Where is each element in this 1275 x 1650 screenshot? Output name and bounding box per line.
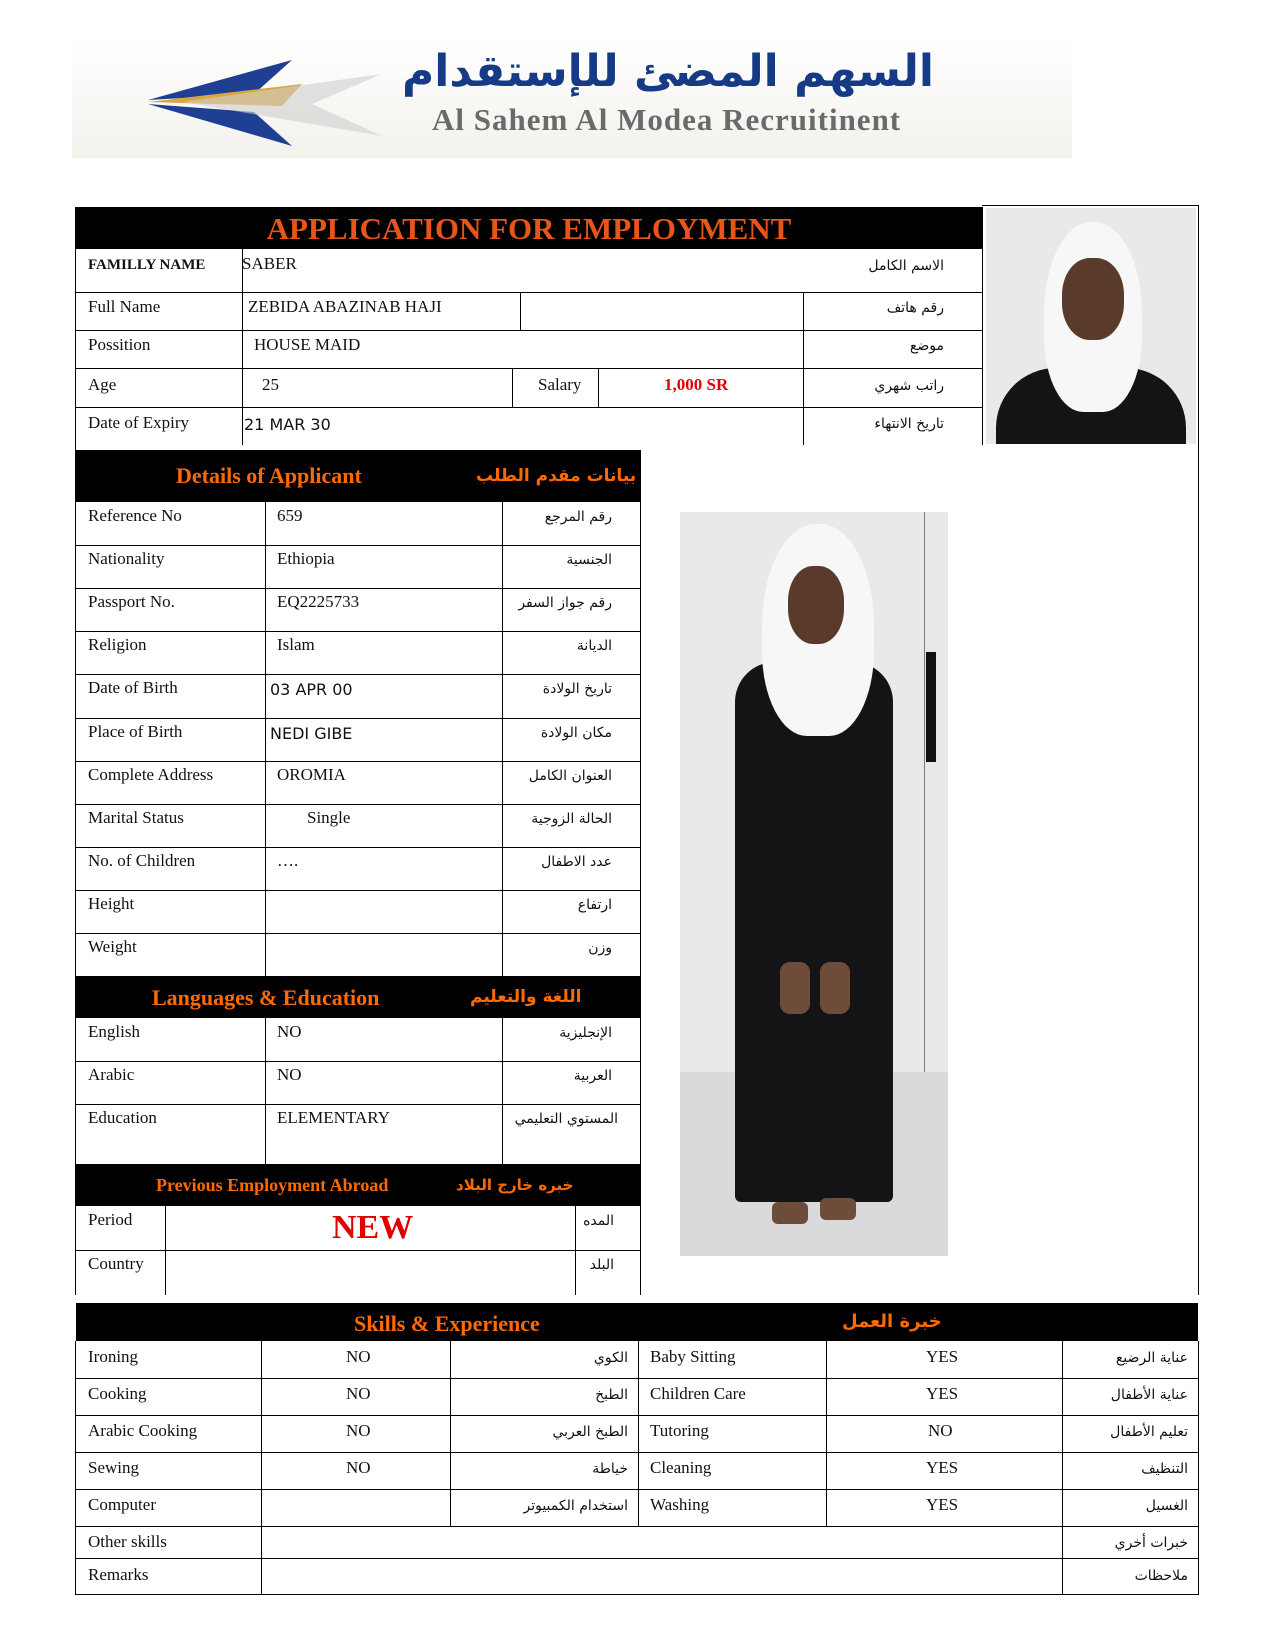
skill-tutoring-value: NO bbox=[928, 1421, 953, 1440]
logo-english-text: Al Sahem Al Modea Recruitinent bbox=[432, 102, 902, 137]
religion-arabic: الديانة bbox=[576, 638, 612, 654]
address-arabic: العنوان الكامل bbox=[528, 768, 612, 784]
languages-title-arabic: اللغة والتعليم bbox=[470, 987, 582, 1007]
family-name-value: SABER bbox=[242, 254, 297, 273]
skill-arabic-cooking-arabic: الطبخ العربي bbox=[552, 1424, 628, 1440]
previous-employment-title-arabic: خبره خارج البلاد bbox=[456, 1176, 574, 1194]
religion-value: Islam bbox=[277, 635, 315, 654]
skill-cooking-label: Cooking bbox=[88, 1384, 147, 1403]
other-skills-label: Other skills bbox=[88, 1532, 167, 1551]
languages-band bbox=[76, 976, 641, 1018]
arabic-value: NO bbox=[277, 1065, 302, 1084]
skill-cooking-arabic: الطبخ bbox=[595, 1387, 628, 1403]
nationality-value: Ethiopia bbox=[277, 549, 335, 568]
position-arabic: موضع bbox=[909, 338, 944, 354]
period-value-new: NEW bbox=[332, 1209, 414, 1246]
pob-label: Place of Birth bbox=[88, 722, 183, 741]
reference-no-arabic: رقم المرجع bbox=[544, 509, 612, 525]
position-label: Possition bbox=[88, 335, 151, 354]
country-label: Country bbox=[88, 1254, 144, 1273]
position-value: HOUSE MAID bbox=[254, 335, 361, 354]
previous-employment-band bbox=[76, 1164, 641, 1206]
nationality-arabic: الجنسية bbox=[566, 552, 612, 568]
skill-arabic-cooking-value: NO bbox=[346, 1421, 371, 1440]
page-title: APPLICATION FOR EMPLOYMENT bbox=[266, 211, 792, 246]
dob-arabic: تاريخ الولادة bbox=[542, 681, 612, 697]
remarks-arabic: ملاحظات bbox=[1134, 1568, 1188, 1584]
passport-label: Passport No. bbox=[88, 592, 175, 611]
family-name-arabic: الاسم الكامل bbox=[868, 258, 944, 274]
reference-no-value: 659 bbox=[277, 506, 303, 525]
marital-arabic: الحالة الزوجية bbox=[531, 811, 612, 827]
education-arabic: المستوي التعليمي bbox=[514, 1111, 618, 1127]
expiry-label: Date of Expiry bbox=[88, 413, 190, 432]
skill-children-care-value: YES bbox=[926, 1384, 959, 1403]
passport-value: EQ2225733 bbox=[277, 592, 360, 611]
skill-cleaning-value: YES bbox=[926, 1458, 959, 1477]
skill-computer-arabic: استخدام الكمبيوتر bbox=[523, 1498, 628, 1514]
applicant-portrait-photo bbox=[986, 208, 1196, 444]
skill-computer-label: Computer bbox=[88, 1495, 156, 1514]
children-value: …. bbox=[277, 851, 299, 870]
skill-tutoring-label: Tutoring bbox=[650, 1421, 709, 1440]
address-label: Complete Address bbox=[88, 765, 214, 784]
skill-sewing-label: Sewing bbox=[88, 1458, 139, 1477]
english-label: English bbox=[88, 1022, 140, 1041]
skill-cleaning-arabic: التنظيف bbox=[1141, 1461, 1188, 1477]
skill-ironing-arabic: الكوي bbox=[593, 1350, 628, 1366]
pob-arabic: مكان الولادة bbox=[540, 725, 612, 741]
reference-no-label: Reference No bbox=[88, 506, 182, 525]
marital-label: Marital Status bbox=[88, 808, 184, 827]
skill-baby-sitting-value: YES bbox=[926, 1347, 959, 1366]
education-label: Education bbox=[88, 1108, 157, 1127]
dob-label: Date of Birth bbox=[88, 678, 178, 697]
children-arabic: عدد الاطفال bbox=[541, 854, 612, 870]
languages-title: Languages & Education bbox=[152, 985, 380, 1010]
remarks-label: Remarks bbox=[88, 1565, 149, 1584]
english-arabic: الإنجليزية bbox=[559, 1025, 612, 1041]
salary-value: 1,000 SR bbox=[664, 375, 729, 394]
other-skills-arabic: خبرات أخري bbox=[1114, 1535, 1188, 1551]
skill-ironing-value: NO bbox=[346, 1347, 371, 1366]
skills-title-arabic: خبرة العمل bbox=[842, 1311, 942, 1332]
skill-cooking-value: NO bbox=[346, 1384, 371, 1403]
skill-washing-arabic: الغسيل bbox=[1145, 1498, 1188, 1514]
period-label: Period bbox=[88, 1210, 133, 1229]
previous-employment-title: Previous Employment Abroad bbox=[156, 1175, 389, 1195]
skill-sewing-value: NO bbox=[346, 1458, 371, 1477]
pob-value: NEDI GIBE bbox=[270, 724, 353, 743]
passport-arabic: رقم جواز السفر bbox=[518, 595, 612, 611]
skills-title: Skills & Experience bbox=[354, 1311, 540, 1336]
expiry-value: 21 MAR 30 bbox=[244, 415, 331, 434]
english-value: NO bbox=[277, 1022, 302, 1041]
skill-sewing-arabic: خياطة bbox=[592, 1461, 628, 1477]
skill-children-care-arabic: عناية الأطفال bbox=[1110, 1387, 1188, 1403]
country-arabic: البلد bbox=[589, 1257, 614, 1273]
skill-tutoring-arabic: تعليم الأطفال bbox=[1110, 1424, 1188, 1440]
full-name-label: Full Name bbox=[88, 297, 161, 316]
salary-label: Salary bbox=[538, 375, 582, 394]
skill-washing-value: YES bbox=[926, 1495, 959, 1514]
arrow-logo-icon bbox=[142, 54, 382, 150]
details-band bbox=[76, 450, 641, 502]
title-band bbox=[76, 207, 982, 249]
details-title: Details of Applicant bbox=[176, 463, 362, 488]
period-arabic: المده bbox=[583, 1213, 614, 1229]
skill-children-care-label: Children Care bbox=[650, 1384, 746, 1403]
dob-value: 03 APR 00 bbox=[270, 680, 353, 699]
religion-label: Religion bbox=[88, 635, 147, 654]
company-logo bbox=[72, 40, 1072, 158]
arabic-label: Arabic bbox=[88, 1065, 135, 1084]
weight-arabic: وزن bbox=[588, 940, 612, 956]
nationality-label: Nationality bbox=[88, 549, 165, 568]
full-name-arabic: رقم هاتف bbox=[886, 300, 944, 316]
skill-ironing-label: Ironing bbox=[88, 1347, 139, 1366]
education-value: ELEMENTARY bbox=[277, 1108, 390, 1127]
details-title-arabic: بيانات مقدم الطلب bbox=[476, 466, 637, 486]
address-value: OROMIA bbox=[277, 765, 346, 784]
applicant-full-body-photo bbox=[680, 512, 948, 1256]
age-label: Age bbox=[88, 375, 117, 394]
arabic-arabic: العربية bbox=[573, 1068, 612, 1084]
skill-arabic-cooking-label: Arabic Cooking bbox=[88, 1421, 198, 1440]
skill-baby-sitting-arabic: عناية الرضيع bbox=[1115, 1350, 1188, 1366]
skills-band bbox=[76, 1303, 1198, 1341]
age-value: 25 bbox=[262, 375, 279, 394]
logo-arabic-text: السهم المضئ للإستقدام bbox=[402, 46, 934, 97]
height-label: Height bbox=[88, 894, 135, 913]
children-label: No. of Children bbox=[88, 851, 196, 870]
salary-arabic: راتب شهري bbox=[874, 378, 944, 394]
skill-washing-label: Washing bbox=[650, 1495, 710, 1514]
weight-label: Weight bbox=[88, 937, 137, 956]
full-name-value: ZEBIDA ABAZINAB HAJI bbox=[248, 297, 442, 316]
height-arabic: ارتفاع bbox=[577, 897, 612, 913]
family-name-label: FAMILLY NAME bbox=[88, 257, 206, 273]
marital-value: Single bbox=[307, 808, 351, 827]
skill-cleaning-label: Cleaning bbox=[650, 1458, 712, 1477]
skill-baby-sitting-label: Baby Sitting bbox=[650, 1347, 736, 1366]
expiry-arabic: تاريخ الانتهاء bbox=[874, 416, 944, 432]
